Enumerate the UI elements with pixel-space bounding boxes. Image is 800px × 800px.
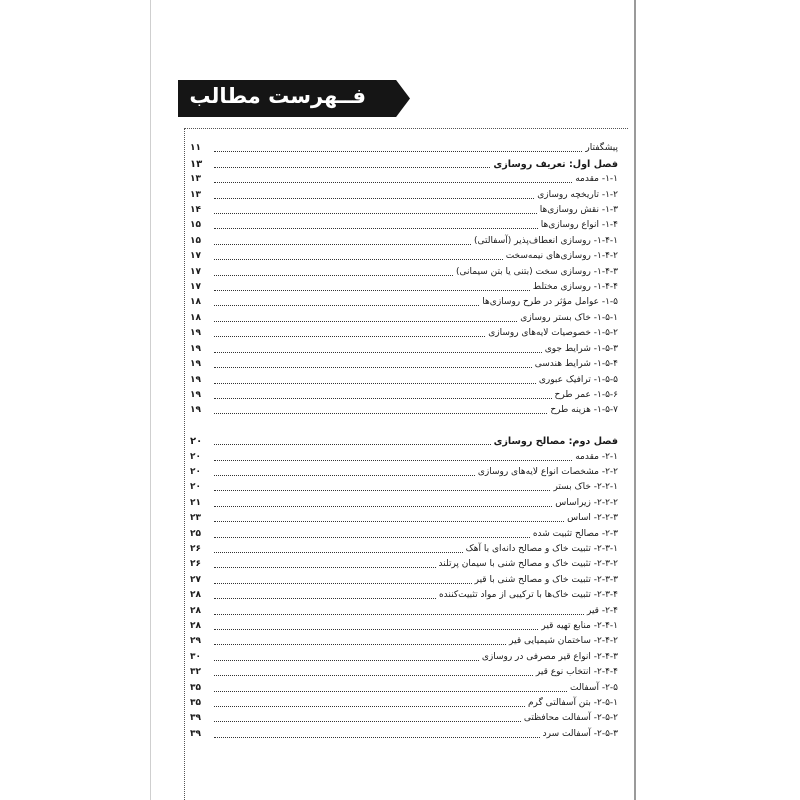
toc-page-number: ۲۰: [190, 466, 201, 477]
toc-page-number: ۱۵: [190, 220, 201, 231]
dot-leader: [214, 444, 491, 445]
toc-entry-title: ۲-۴- قیر: [586, 605, 618, 616]
toc-entry-row: [190, 370, 618, 385]
toc-spacer: [190, 416, 618, 431]
toc-page-number: ۱۷: [190, 282, 201, 293]
dot-leader: [214, 629, 538, 630]
toc-entry-title: ۲-۳- مصالح تثبیت شده: [532, 528, 618, 539]
dot-leader: [214, 660, 479, 661]
dot-leader: [214, 691, 567, 692]
toc-entry-title: ۱-۵-۵- ترافیک عبوری: [538, 374, 618, 385]
toc-entry-title: ۱-۴-۳- روسازی سخت (بتنی یا بتن سیمانی): [456, 266, 618, 277]
toc-page-number: ۳۵: [190, 698, 201, 709]
toc-page-number: ۱۹: [190, 343, 201, 354]
toc-entry-row: [190, 308, 618, 323]
toc-header-banner: [178, 80, 410, 117]
toc-entry-row: [190, 386, 618, 401]
toc-entry-row: [190, 540, 618, 555]
toc-entry-title: ۱-۴-۲- روسازی‌های نیمه‌سخت: [505, 251, 618, 262]
toc-entry-title: ۱-۳- نقش روسازی‌ها: [539, 205, 618, 216]
toc-entry-title: ۲-۴-۱- منابع تهیه قیر: [541, 621, 618, 631]
toc-entry-title: ۱-۴-۴- روسازی مختلط: [532, 282, 618, 293]
toc-entry-title: ۲-۳-۱- تثبیت خاک و مصالح دانه‌ای با آهک: [465, 543, 618, 554]
toc-page-number: ۳۲: [190, 667, 201, 678]
toc-entry-title: ۱-۲- تاریخچه روسازی: [537, 189, 618, 200]
toc-entry-row: [190, 463, 618, 478]
toc-entry-title: ۱-۱- مقدمه: [575, 174, 618, 185]
toc-entry-row: [190, 570, 618, 585]
toc-entry-row: [190, 339, 618, 354]
toc-entry-row: [190, 170, 618, 185]
toc-entry-title: ۱-۵-۱- خاک بستر روسازی: [520, 312, 618, 323]
dot-leader: [214, 383, 536, 384]
dot-leader: [214, 352, 542, 353]
toc-entry-title: ۲-۴-۴- انتخاب نوع قیر: [535, 667, 618, 678]
toc-entry-title: ۱-۴-۱- روسازی انعطاف‌پذیر (آسفالتی): [473, 235, 618, 246]
toc-entry-row: [190, 555, 618, 570]
dot-leader: [214, 413, 547, 414]
dot-leader: [214, 490, 550, 491]
toc-page-number: ۱۸: [190, 312, 201, 323]
toc-entry-row: [190, 586, 618, 601]
toc-chapter-row: [190, 432, 618, 447]
dot-leader: [214, 398, 552, 399]
dot-leader: [214, 290, 530, 291]
dot-leader: [214, 537, 530, 538]
toc-page-number: ۱۹: [190, 389, 201, 400]
toc-page-number: ۲۹: [190, 636, 201, 647]
dot-leader: [214, 567, 436, 568]
toc-entry-row: [190, 709, 618, 724]
toc-entry-row: [190, 262, 618, 277]
dot-leader: [214, 506, 552, 507]
toc-page-number: ۲۶: [190, 559, 201, 570]
dot-leader: [214, 475, 475, 476]
toc-entry-row: [190, 509, 618, 524]
toc-page-number: ۲۰: [190, 482, 201, 493]
toc-entry-row: [190, 185, 618, 200]
toc-entry-title: ۱-۵-۲- خصوصیات لایه‌های روسازی: [488, 328, 618, 339]
toc-entry-title: ۱-۵-۳- شرایط جوی: [544, 343, 618, 354]
dot-leader: [214, 151, 582, 152]
dot-leader: [214, 598, 436, 599]
toc-entry-title: ۱-۵-۷- هزینه طرح: [550, 405, 618, 416]
toc-entry-title: ۲-۵-۲- آسفالت محافظتی: [523, 713, 618, 724]
toc-entry-title: ۲-۵-۱- بتن آسفالتی گرم: [527, 698, 618, 709]
toc-page-number: ۲۵: [190, 528, 201, 539]
toc-entry-title: ۲-۲- مشخصات انواع لایه‌های روسازی: [477, 466, 618, 477]
toc-entry-title: ۲-۵-۳- آسفالت سرد: [542, 728, 618, 739]
toc-page-number: ۱۵: [190, 235, 201, 246]
toc-entry-row: [190, 617, 618, 632]
toc-entry-row: [190, 694, 618, 709]
toc-entry-row: [190, 324, 618, 339]
toc-page-number: ۱۴: [190, 205, 201, 216]
toc-entry-row: [190, 678, 618, 693]
page-title: فــهرست مطالب: [189, 84, 366, 108]
toc-page-number: ۱۷: [190, 251, 201, 262]
toc-entry-title: ۲-۳-۴- تثبیت خاک‌ها با ترکیبی از مواد تثبیت‌کننده: [438, 590, 618, 601]
toc-entry-title: ۲-۲-۳- اساس: [567, 513, 618, 524]
toc-entry-title: فصل دوم: مصالح روسازی: [493, 436, 618, 448]
toc-entry-title: ۱-۵-۴- شرایط هندسی: [534, 359, 618, 370]
toc-page-number: ۲۸: [190, 590, 201, 601]
toc-entry-title: ۱-۵-۶- عمر طرح: [554, 389, 618, 400]
toc-page-number: ۲۰: [190, 451, 201, 462]
toc-entry-row: [190, 401, 618, 416]
toc-page-number: ۲۰: [190, 436, 203, 448]
toc-entry-row: [190, 524, 618, 539]
toc-entry-row: [190, 139, 618, 154]
toc-page-number: ۲۸: [190, 605, 201, 616]
toc-page-number: ۳۵: [190, 682, 201, 693]
dot-leader: [214, 198, 534, 199]
toc-entry-row: [190, 447, 618, 462]
dot-leader: [214, 737, 540, 738]
toc-page-number: ۱۸: [190, 297, 201, 308]
toc-entry-title: ۲-۲-۱- خاک بستر: [553, 482, 618, 493]
toc-entry-title: ۲-۴-۳- انواع قیر مصرفی در روسازی: [481, 651, 618, 662]
toc-entry-title: پیشگفتار: [585, 143, 618, 154]
toc-page-number: ۱۷: [190, 266, 201, 277]
dot-leader: [214, 583, 472, 584]
dot-leader: [214, 228, 538, 229]
toc-entry-row: [190, 663, 618, 678]
dot-leader: [214, 259, 503, 260]
toc-entry-title: ۲-۲-۲- زیراساس: [555, 497, 618, 508]
toc-page-number: ۱۳: [190, 158, 203, 170]
dot-leader: [214, 305, 479, 306]
toc-entry-row: [190, 278, 618, 293]
dot-leader: [214, 275, 453, 276]
toc-entry-row: [190, 632, 618, 647]
toc-page-number: ۲۶: [190, 543, 201, 554]
dot-leader: [214, 213, 537, 214]
toc-entry-row: [190, 216, 618, 231]
table-of-contents: [190, 139, 618, 740]
toc-entry-row: [190, 724, 618, 739]
toc-entry-title: ۲-۱- مقدمه: [575, 451, 618, 462]
toc-page-number: ۱۹: [190, 328, 201, 339]
toc-page-number: ۱۹: [190, 374, 201, 385]
dot-leader: [214, 244, 471, 245]
toc-entry-row: [190, 478, 618, 493]
dot-leader: [214, 644, 506, 645]
toc-entry-row: [190, 493, 618, 508]
dot-leader: [214, 367, 532, 368]
toc-entry-title: ۲-۴-۲- ساختمان شیمیایی قیر: [509, 636, 618, 647]
toc-page-number: ۲۳: [190, 513, 201, 524]
toc-page-number: ۱۹: [190, 405, 201, 416]
dot-leader: [214, 460, 572, 461]
dot-leader: [214, 614, 584, 615]
toc-entry-title: ۱-۵- عوامل مؤثر در طرح روسازی‌ها: [482, 297, 618, 308]
toc-entry-title: ۲-۵- آسفالت: [570, 682, 618, 693]
dot-leader: [214, 321, 517, 322]
toc-page-number: ۱۳: [190, 174, 201, 185]
toc-entry-row: [190, 231, 618, 246]
dot-leader: [214, 336, 485, 337]
toc-page-number: ۲۱: [190, 497, 201, 508]
dot-leader: [214, 167, 490, 168]
toc-entry-row: [190, 247, 618, 262]
toc-page-number: ۱۳: [190, 189, 201, 200]
toc-entry-row: [190, 601, 618, 616]
toc-page-number: ۳۹: [190, 728, 201, 739]
toc-page-number: ۳۹: [190, 713, 201, 724]
toc-entry-row: [190, 293, 618, 308]
toc-page-number: ۲۷: [190, 574, 201, 585]
toc-entry-title: ۱-۴- انواع روسازی‌ها: [540, 220, 618, 231]
toc-entry-title: ۲-۳-۳- تثبیت خاک و مصالح شنی با قیر: [474, 574, 618, 585]
toc-entry-row: [190, 647, 618, 662]
toc-page-number: ۱۹: [190, 359, 201, 370]
toc-entry-row: [190, 201, 618, 216]
dot-leader: [214, 182, 572, 183]
dot-leader: [214, 706, 525, 707]
toc-page-number: ۱۱: [190, 143, 201, 154]
toc-entry-title: فصل اول: تعریف روسازی: [493, 158, 618, 170]
toc-page-number: ۲۸: [190, 621, 201, 631]
dot-leader: [214, 521, 564, 522]
toc-entry-row: [190, 355, 618, 370]
toc-page-number: ۳۰: [190, 651, 201, 662]
dot-leader: [214, 721, 521, 722]
dot-leader: [214, 675, 533, 676]
toc-chapter-row: [190, 154, 618, 169]
toc-entry-title: ۲-۳-۲- تثبیت خاک و مصالح شنی با سیمان پرتلند: [438, 559, 618, 570]
dot-leader: [214, 552, 463, 553]
